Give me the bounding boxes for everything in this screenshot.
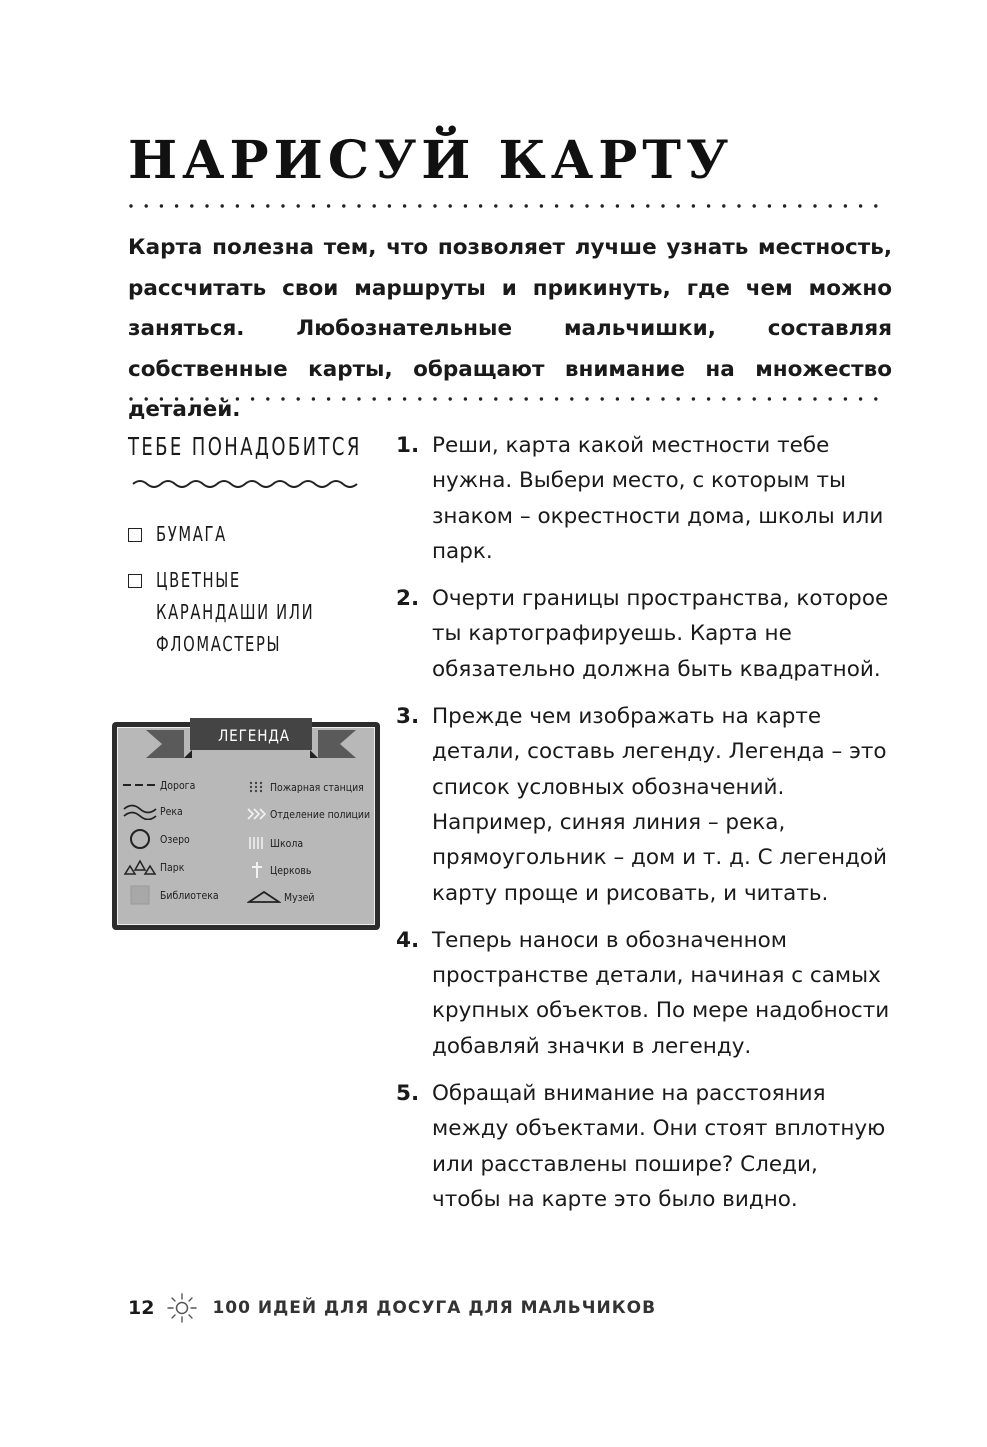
legend-item-police: Отделение полиции [244,803,388,825]
step-number: 2. [396,586,420,612]
step-item [396,581,896,687]
legend-item-school: Школа [244,832,309,854]
step-item [396,923,896,1064]
materials-item-label: ЦВЕТНЫЕ КАРАНДАШИ ИЛИ ФЛОМАСТЕРЫ [156,568,315,656]
legend-panel [117,727,375,925]
legend-item-road: Дорога [120,774,202,796]
wavy-underline [131,477,363,491]
checkbox-icon [128,574,142,588]
step-text: Теперь наноси в обозначенном пространстве детали, начиная с самых крупных объектов. По мере надобности добавляй значки в легенду. [432,927,890,1059]
legend-item-park: Парк [120,856,189,878]
sun-icon [166,1292,198,1324]
circle-icon [120,828,160,850]
legend-item-museum: Музей [244,886,320,908]
materials-heading: ТЕБЕ ПОНАДОБИТСЯ [128,432,362,461]
step-number: 3. [396,704,420,730]
page-number: 12 [128,1297,155,1319]
step-text: Реши, карта какой местности тебе нужна. Выбери место, с которым ты знаком – окрестности дома, школы или парк. [432,433,884,564]
legend-item-church: Церковь [244,859,319,881]
dot-grid-icon [244,776,270,798]
legend-item-lake: Озеро [120,828,195,850]
legend-item-library: Библиотека [120,884,229,906]
checkbox-icon [128,528,142,542]
dashed-line-icon [120,774,160,796]
intro-paragraph: Карта полезна тем, что позволяет лучше узнать местность, рассчитать свои маршруты и прикинуть, где чем можно заняться. Любознательные мальчишки, составляя собственные карты, обращают внимание на множество деталей. [128,235,892,422]
step-item [396,699,896,911]
legend-title: ЛЕГЕНДА [218,726,290,745]
vertical-lines-icon [244,832,270,854]
step-item [396,428,896,569]
legend-item-river: Река [120,800,187,822]
step-text: Прежде чем изображать на карте детали, составь легенду. Легенда – это список условных обозначений. Например, синяя линия – река, прямоугольник – дом и т. д. С легендой карту проще и рисовать, и читать. [432,704,888,906]
step-number: 4. [396,927,420,953]
step-text: Обращай внимание на расстояния между объектами. Они стоят вплотную или расставлены пошире? Следи, чтобы на карте это было видно. [432,1081,886,1212]
step-number: 1. [396,433,420,458]
cross-icon [244,859,270,881]
materials-list [128,518,388,674]
dotted-divider-top [128,200,893,212]
triangles-icon [120,856,160,878]
chevrons-icon [244,803,270,825]
materials-item-label: БУМАГА [156,522,227,546]
roof-icon [244,886,284,908]
steps-list [396,428,896,1229]
wave-icon [120,800,160,822]
step-item [396,1076,896,1217]
legend-box [112,722,380,930]
step-number: 5. [396,1081,420,1107]
legend-item-fire-station: Пожарная станция [244,776,380,798]
book-title: 100 ИДЕЙ ДЛЯ ДОСУГА ДЛЯ МАЛЬЧИКОВ [212,1298,657,1318]
materials-item-pencils [128,564,388,660]
step-text: Очерти границы пространства, которое ты картографируешь. Карта не обязательно должна быть квадратной. [432,586,889,682]
dotted-divider-bottom [128,393,893,405]
page-title: НАРИСУЙ КАРТУ [128,130,734,191]
square-icon [120,884,160,906]
page-footer [128,1290,656,1326]
materials-item-paper [128,518,388,550]
